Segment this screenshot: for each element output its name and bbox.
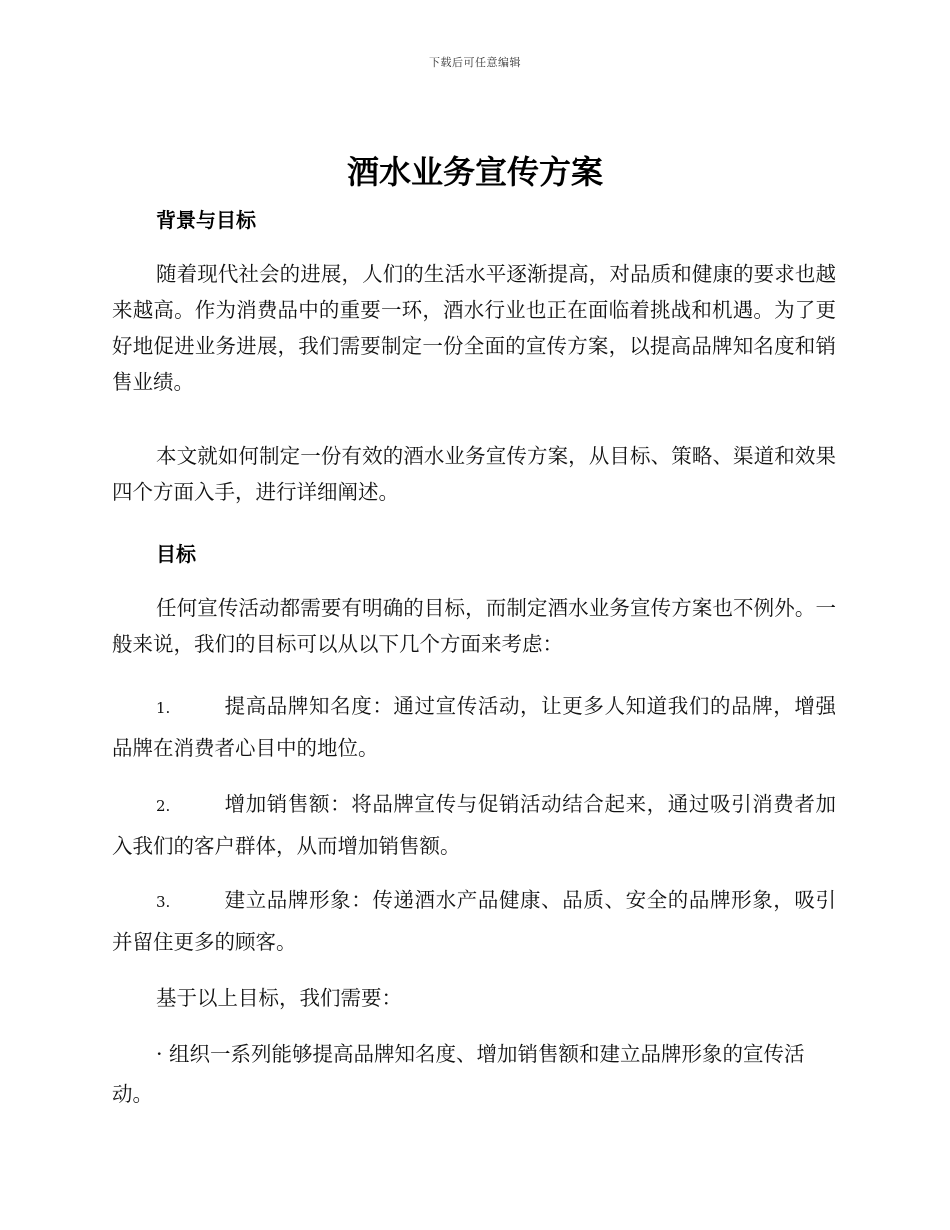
list-item-number: 1. xyxy=(156,699,171,717)
list-item-text: 增加销售额：将品牌宣传与促销活动结合起来，通过吸引消费者加入我们的客户群体，从而增加销售额。 xyxy=(112,792,836,858)
list-item-text: 建立品牌形象：传递酒水产品健康、品质、安全的品牌形象，吸引并留住更多的顾客。 xyxy=(112,888,836,954)
list-item-text: 提高品牌知名度：通过宣传活动，让更多人知道我们的品牌，增强品牌在消费者心目中的地位。 xyxy=(112,694,836,760)
header-note: 下载后可任意编辑 xyxy=(429,56,521,69)
section-heading-goals: 目标 xyxy=(156,542,196,566)
list-item xyxy=(112,784,836,866)
bullet-item: · 组织一系列能够提高品牌知名度、增加销售额和建立品牌形象的宣传活动。 xyxy=(112,1042,805,1106)
list-item-number: 3. xyxy=(156,893,171,911)
paragraph-goals-intro: 任何宣传活动都需要有明确的目标，而制定酒水业务宣传方案也不例外。一般来说，我们的目标可以从以下几个方面来考虑： xyxy=(112,596,836,656)
paragraph-after-list: 基于以上目标，我们需要： xyxy=(156,986,402,1010)
section-heading-background: 背景与目标 xyxy=(156,208,256,232)
list-item xyxy=(112,686,836,768)
paragraph-background-1: 随着现代社会的进展，人们的生活水平逐渐提高，对品质和健康的要求也越来越高。作为消费品中的重要一环，酒水行业也正在面临着挑战和机遇。为了更好地促进业务进展，我们需要制定一份全面的宣传方案，以提高品牌知名度和销售业绩。 xyxy=(112,262,836,394)
list-item-number: 2. xyxy=(156,797,171,815)
paragraph-background-2: 本文就如何制定一份有效的酒水业务宣传方案，从目标、策略、渠道和效果四个方面入手，进行详细阐述。 xyxy=(112,444,836,504)
document-title: 酒水业务宣传方案 xyxy=(346,153,603,191)
list-item xyxy=(112,880,836,962)
